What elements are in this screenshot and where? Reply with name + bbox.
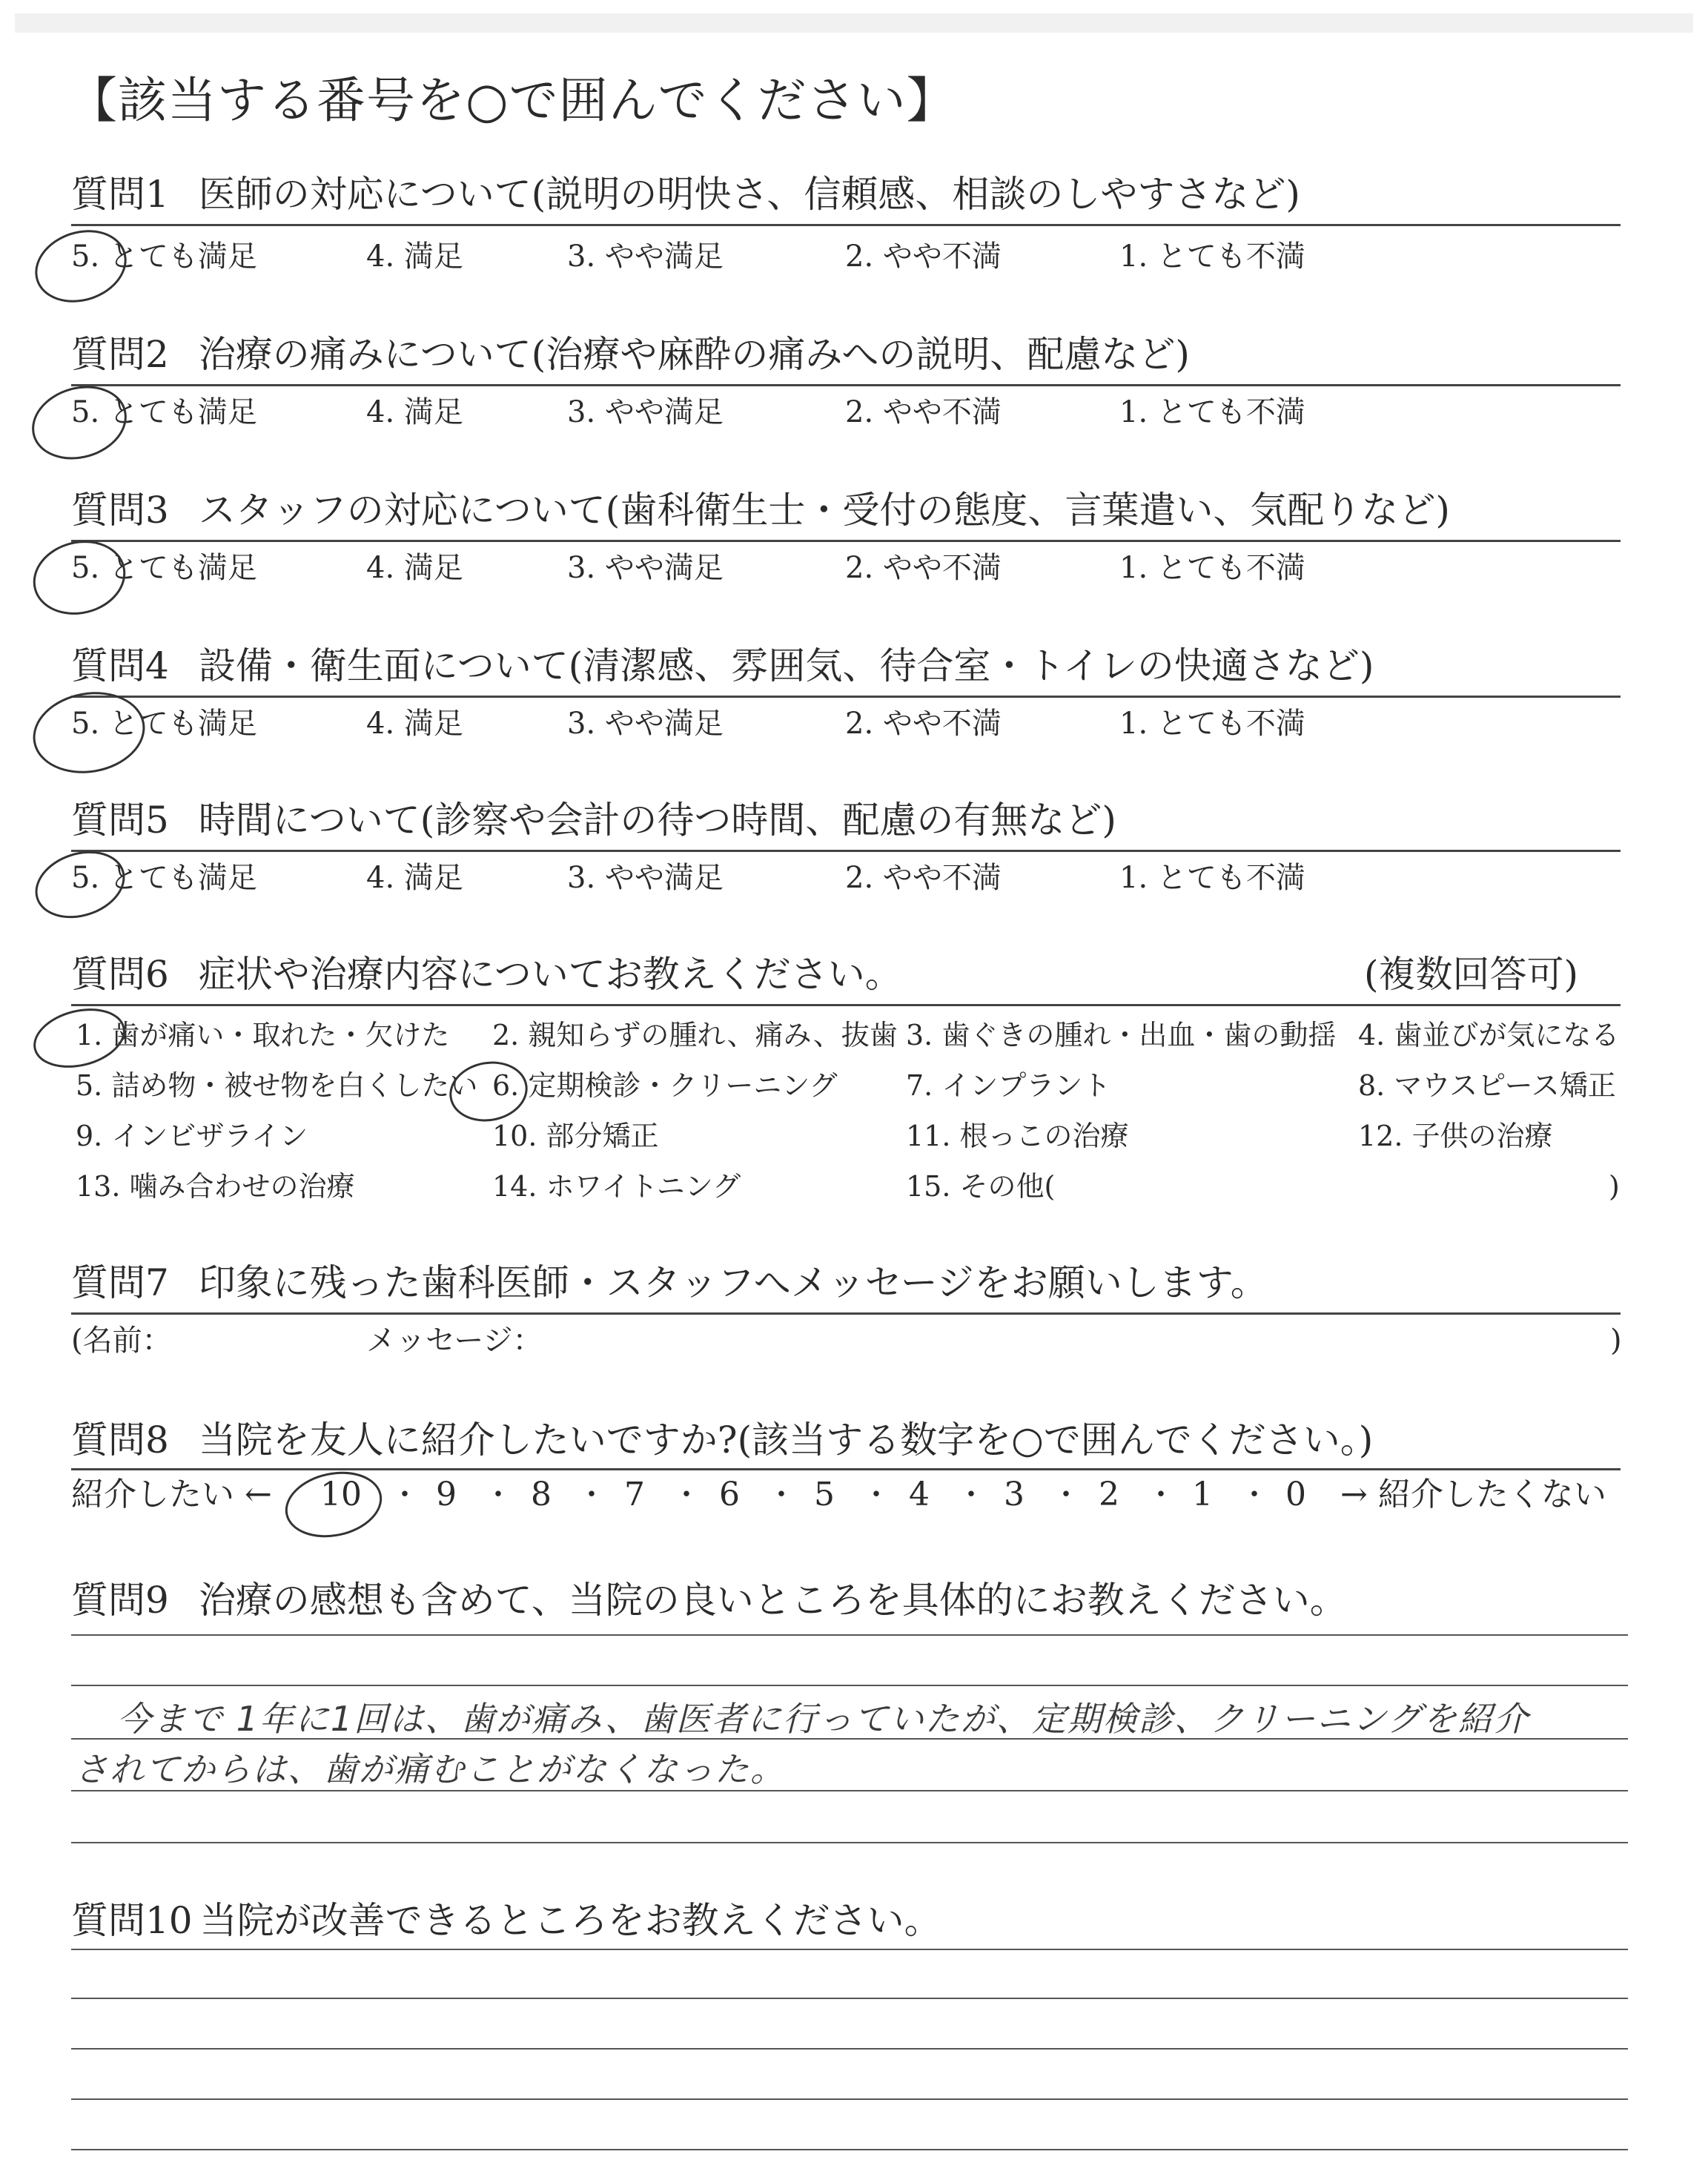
scale-separator: ・ bbox=[577, 1478, 606, 1512]
question-number: 質問1 bbox=[71, 173, 169, 216]
question-text: 治療の感想も含めて、当院の良いところを具体的にお教えください。 bbox=[198, 1579, 1347, 1622]
rating-option-2[interactable]: 2. やや不満 bbox=[845, 707, 1002, 741]
symptom-option-11[interactable]: 11. 根っこの治療 bbox=[906, 1120, 1129, 1152]
rating-option-4[interactable]: 4. 満足 bbox=[366, 707, 463, 741]
symptom-option-4[interactable]: 4. 歯並びが気になる bbox=[1358, 1019, 1620, 1051]
question-text: 印象に残った歯科医師・スタッフへメッセージをお願いします。 bbox=[198, 1261, 1268, 1304]
writing-line bbox=[71, 1998, 1628, 1999]
rating-option-5[interactable]: 5. とても満足 bbox=[71, 240, 257, 274]
rating-option-2[interactable]: 2. やや不満 bbox=[845, 861, 1002, 895]
scale-7[interactable]: 7 bbox=[624, 1476, 645, 1513]
rating-option-1[interactable]: 1. とても不満 bbox=[1119, 861, 1305, 895]
rating-option-5[interactable]: 5. とても満足 bbox=[71, 707, 257, 741]
rating-option-5[interactable]: 5. とても満足 bbox=[71, 861, 257, 895]
writing-line bbox=[71, 1634, 1628, 1636]
symptom-option-9[interactable]: 9. インビザライン bbox=[76, 1120, 308, 1152]
selection-circle bbox=[27, 684, 151, 782]
other-close-paren: ) bbox=[1609, 1170, 1620, 1203]
question-number: 質問5 bbox=[71, 799, 169, 842]
rating-option-3[interactable]: 3. やや満足 bbox=[567, 707, 724, 741]
scale-0[interactable]: 0 bbox=[1285, 1476, 1306, 1513]
question-text: 医師の対応について(説明の明快さ、信頼感、相談のしやすさなど) bbox=[198, 173, 1300, 216]
scale-separator: ・ bbox=[767, 1478, 796, 1512]
rating-option-5[interactable]: 5. とても満足 bbox=[71, 551, 257, 585]
divider bbox=[71, 1468, 1621, 1470]
divider bbox=[71, 850, 1621, 852]
selection-circle bbox=[26, 219, 136, 314]
symptom-option-15[interactable]: 15. その他( bbox=[906, 1170, 1056, 1203]
question-number: 質問7 bbox=[71, 1261, 169, 1304]
question-text: 治療の痛みについて(治療や麻酔の痛みへの説明、配慮など) bbox=[198, 333, 1190, 376]
question-text: 症状や治療内容についてお教えください。 bbox=[198, 953, 902, 996]
rating-option-4[interactable]: 4. 満足 bbox=[366, 240, 463, 274]
symptom-option-2[interactable]: 2. 親知らずの腫れ、痛み、抜歯 bbox=[492, 1019, 898, 1051]
question-number: 質問8 bbox=[71, 1418, 169, 1462]
rating-option-2[interactable]: 2. やや不満 bbox=[845, 551, 1002, 585]
scale-6[interactable]: 6 bbox=[719, 1476, 740, 1513]
question-3-title bbox=[71, 488, 1450, 532]
writing-line bbox=[71, 1949, 1628, 1950]
question-10-title bbox=[71, 1898, 941, 1943]
question-8-title bbox=[71, 1418, 1373, 1462]
rating-option-1[interactable]: 1. とても不満 bbox=[1119, 240, 1305, 274]
rating-option-4[interactable]: 4. 満足 bbox=[366, 395, 463, 429]
rating-option-2[interactable]: 2. やや不満 bbox=[845, 395, 1002, 429]
scale-2[interactable]: 2 bbox=[1099, 1476, 1119, 1513]
question-number: 質問2 bbox=[71, 333, 169, 376]
rating-option-3[interactable]: 3. やや満足 bbox=[567, 551, 724, 585]
question-text: 当院が改善できるところをお教えください。 bbox=[199, 1899, 941, 1942]
question-text: スタッフの対応について(歯科衛生士・受付の態度、言葉遣い、気配りなど) bbox=[198, 489, 1450, 532]
message-label: メッセージ： bbox=[366, 1324, 543, 1358]
scale-4[interactable]: 4 bbox=[909, 1476, 930, 1513]
rating-option-1[interactable]: 1. とても不満 bbox=[1119, 707, 1305, 741]
question-4-title bbox=[71, 644, 1374, 688]
rating-option-3[interactable]: 3. やや満足 bbox=[567, 395, 724, 429]
writing-line bbox=[71, 2048, 1628, 2050]
scale-8[interactable]: 8 bbox=[531, 1476, 552, 1513]
question-5-title bbox=[71, 798, 1116, 842]
symptom-option-5[interactable]: 5. 詰め物・被せ物を白くしたい bbox=[76, 1069, 478, 1102]
symptom-option-6[interactable]: 6. 定期検診・クリーニング bbox=[492, 1069, 838, 1102]
symptom-option-3[interactable]: 3. 歯ぐきの腫れ・出血・歯の動揺 bbox=[906, 1019, 1337, 1051]
name-label: (名前： bbox=[71, 1324, 172, 1358]
question-1-title bbox=[71, 172, 1300, 217]
recommend-label-right: → 紹介したくない bbox=[1340, 1476, 1606, 1513]
divider bbox=[71, 540, 1621, 542]
scale-10[interactable]: 10 bbox=[320, 1476, 362, 1513]
question-6-title bbox=[71, 952, 902, 997]
question-number: 質問6 bbox=[71, 953, 169, 996]
rating-option-3[interactable]: 3. やや満足 bbox=[567, 240, 724, 274]
selection-circle bbox=[25, 531, 133, 624]
selection-circle bbox=[27, 1000, 132, 1077]
selection-circle bbox=[23, 375, 135, 470]
writing-line bbox=[71, 2098, 1628, 2100]
question-number: 質問9 bbox=[71, 1579, 169, 1622]
scan-edge bbox=[15, 13, 1693, 33]
scale-separator: ・ bbox=[1051, 1478, 1081, 1512]
scale-1[interactable]: 1 bbox=[1192, 1476, 1213, 1513]
scale-separator: ・ bbox=[1239, 1478, 1269, 1512]
selection-circle bbox=[445, 1055, 532, 1127]
question-number: 質問4 bbox=[71, 644, 169, 687]
question-text: 当院を友人に紹介したいですか?(該当する数字を○で囲んでください。) bbox=[198, 1418, 1374, 1462]
scale-separator: ・ bbox=[483, 1478, 513, 1512]
rating-option-1[interactable]: 1. とても不満 bbox=[1119, 551, 1305, 585]
scale-separator: ・ bbox=[956, 1478, 986, 1512]
question-9-title bbox=[71, 1578, 1347, 1622]
divider bbox=[71, 1004, 1621, 1006]
symptom-option-12[interactable]: 12. 子供の治療 bbox=[1358, 1120, 1553, 1152]
recommend-label-left: 紹介したい ← bbox=[71, 1476, 272, 1513]
selection-circle bbox=[279, 1463, 388, 1546]
scale-separator: ・ bbox=[1146, 1478, 1176, 1512]
symptom-option-7[interactable]: 7. インプラント bbox=[906, 1069, 1111, 1102]
rating-option-1[interactable]: 1. とても不満 bbox=[1119, 395, 1305, 429]
symptom-option-10[interactable]: 10. 部分矯正 bbox=[492, 1120, 659, 1152]
writing-line bbox=[71, 1685, 1628, 1686]
question-number: 質問10 bbox=[71, 1899, 193, 1942]
scale-5[interactable]: 5 bbox=[814, 1476, 835, 1513]
symptom-option-13[interactable]: 13. 噛み合わせの治療 bbox=[76, 1170, 355, 1203]
divider bbox=[71, 224, 1621, 226]
divider bbox=[71, 384, 1621, 386]
writing-line bbox=[71, 1842, 1628, 1843]
rating-option-4[interactable]: 4. 満足 bbox=[366, 861, 463, 895]
question-text: 時間について(診察や会計の待つ時間、配慮の有無など) bbox=[198, 799, 1116, 842]
scale-separator: ・ bbox=[672, 1478, 701, 1512]
rating-option-4[interactable]: 4. 満足 bbox=[366, 551, 463, 585]
rating-option-3[interactable]: 3. やや満足 bbox=[567, 861, 724, 895]
handwritten-answer-line-1: 今まで 1年に1回は、歯が痛み、歯医者に行っていたが、定期検診、クリーニングを紹介 bbox=[117, 1699, 1529, 1739]
writing-line bbox=[71, 2149, 1628, 2150]
rating-option-2[interactable]: 2. やや不満 bbox=[845, 240, 1002, 274]
symptom-option-14[interactable]: 14. ホワイトニング bbox=[492, 1170, 741, 1203]
handwritten-answer-line-2: されてからは、歯が痛むことがなくなった。 bbox=[74, 1749, 786, 1789]
question-number: 質問3 bbox=[71, 489, 169, 532]
divider bbox=[71, 696, 1621, 698]
question-2-title bbox=[71, 332, 1190, 377]
selection-circle bbox=[27, 840, 134, 929]
form-heading: 【該当する番号を○で囲んでください】 bbox=[68, 72, 956, 129]
symptom-option-8[interactable]: 8. マウスピース矯正 bbox=[1358, 1069, 1616, 1102]
rating-option-5[interactable]: 5. とても満足 bbox=[71, 395, 257, 429]
scale-separator: ・ bbox=[861, 1478, 891, 1512]
scale-9[interactable]: 9 bbox=[436, 1476, 457, 1513]
message-close-paren: ) bbox=[1610, 1324, 1622, 1358]
question-7-title bbox=[71, 1261, 1268, 1305]
scale-separator: ・ bbox=[390, 1478, 420, 1512]
scale-3[interactable]: 3 bbox=[1004, 1476, 1025, 1513]
multiple-answer-note: (複数回答可) bbox=[1364, 953, 1579, 996]
question-text: 設備・衛生面について(清潔感、雰囲気、待合室・トイレの快適さなど) bbox=[198, 644, 1374, 687]
divider bbox=[71, 1312, 1621, 1315]
symptom-option-1[interactable]: 1. 歯が痛い・取れた・欠けた bbox=[76, 1019, 450, 1051]
